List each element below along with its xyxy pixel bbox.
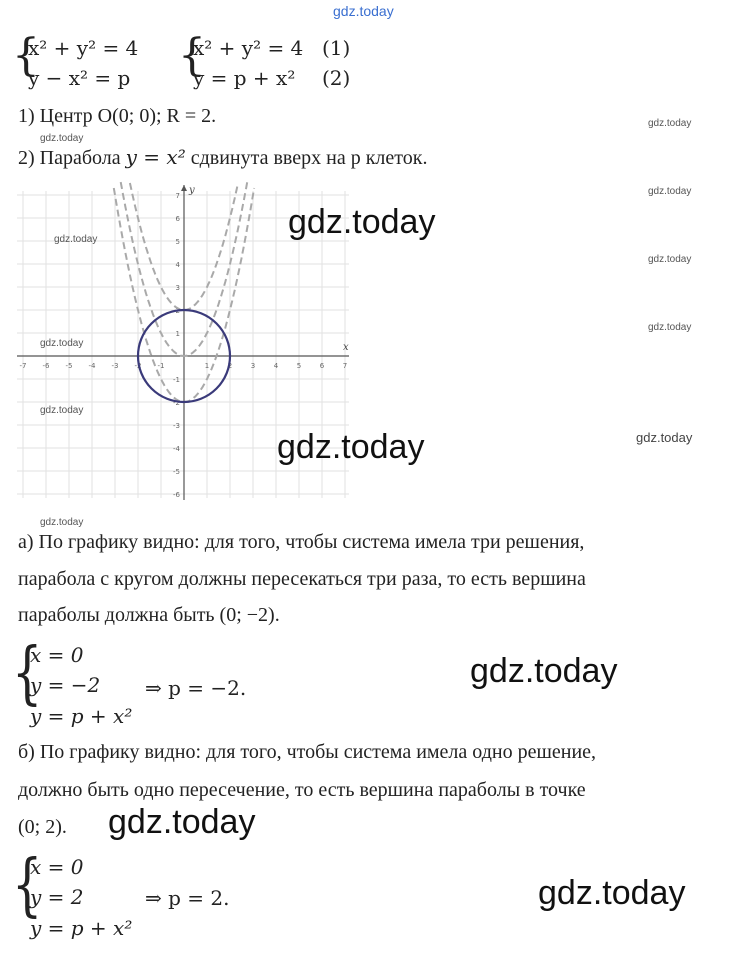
right-brace: {	[178, 30, 206, 81]
x-tick-label: -3	[111, 362, 119, 370]
part-b-line3: (0; 2).	[18, 816, 67, 838]
part-a-eq1: x = 0	[30, 643, 84, 667]
x-tick-label: 4	[273, 362, 279, 370]
x-tick-label: -6	[42, 362, 50, 370]
y-tick-label: 7	[175, 192, 180, 200]
right-eq1: x² + y² = 4	[193, 36, 304, 60]
y-tick-label: 3	[175, 284, 180, 292]
watermark-small: gdz.today	[648, 322, 692, 333]
part-a-line2: парабола с кругом должны пересекаться три раза, то есть вершина	[18, 568, 586, 590]
y-tick-label: -4	[173, 445, 180, 453]
x-tick-label: 1	[204, 362, 210, 370]
watermark-top: gdz.today	[333, 3, 394, 19]
part-b-eq1: x = 0	[30, 855, 84, 879]
watermark-small: gdz.today	[54, 234, 98, 245]
x-tick-label: -4	[88, 362, 96, 370]
eq-tag-1: (1)	[322, 36, 351, 60]
y-tick-label: 4	[175, 261, 180, 269]
y-tick-label: -5	[173, 468, 180, 476]
watermark-small: gdz.today	[648, 254, 692, 265]
step-2-suffix: сдвинута вверх на p клеток.	[190, 147, 428, 169]
part-a-line3: параболы должна быть (0; −2).	[18, 604, 280, 626]
y-tick-label: -6	[173, 491, 180, 499]
y-axis-label: y	[189, 185, 195, 196]
part-b-eq2: y = 2	[30, 885, 84, 909]
y-tick-label: 2	[175, 307, 180, 315]
part-b-eq3: y = p + x²	[30, 916, 133, 940]
watermark-small: gdz.today	[40, 133, 84, 144]
y-axis-arrow	[181, 185, 187, 191]
right-eq2: y = p + x²	[193, 66, 296, 90]
part-a-line1: а) По графику видно: для того, чтобы система имела три решения,	[18, 531, 585, 553]
watermark-small: gdz.today	[40, 517, 84, 528]
watermark-small: gdz.today	[40, 405, 84, 416]
part-a-brace: {	[12, 634, 43, 713]
eq-tag-2: (2)	[322, 66, 351, 90]
watermark-big: gdz.today	[108, 803, 256, 841]
x-tick-label: 7	[342, 362, 348, 370]
watermark-big: gdz.today	[288, 203, 436, 241]
watermark-big: gdz.today	[470, 652, 618, 690]
part-b-line2: должно быть одно пересечение, то есть вершина параболы в точке	[18, 779, 586, 801]
watermark-small: gdz.today	[636, 430, 693, 445]
x-tick-label: 2	[227, 362, 233, 370]
y-tick-label: -3	[173, 422, 180, 430]
y-tick-label: 6	[175, 215, 180, 223]
x-tick-label: -5	[65, 362, 73, 370]
part-a-eq3: y = p + x²	[30, 704, 133, 728]
left-eq2: y − x² = p	[28, 66, 131, 90]
step-2-prefix: 2) Парабола	[18, 147, 121, 169]
part-a-eq2: y = −2	[30, 673, 101, 697]
part-b-brace: {	[12, 846, 43, 925]
y-tick-label: -2	[173, 399, 180, 407]
x-axis-label: x	[343, 342, 349, 353]
step-2-formula: y = x²	[125, 145, 186, 169]
left-eq1: x² + y² = 4	[28, 36, 139, 60]
x-tick-label: -2	[134, 362, 142, 370]
watermark-big: gdz.today	[538, 874, 686, 912]
x-tick-label: 3	[250, 362, 256, 370]
x-tick-label: 5	[296, 362, 302, 370]
watermark-small: gdz.today	[648, 118, 692, 129]
part-b-result: ⇒ p = 2.	[145, 886, 230, 910]
y-tick-label: -1	[173, 376, 180, 384]
y-tick-label: 5	[175, 238, 180, 246]
part-a-result: ⇒ p = −2.	[145, 676, 247, 700]
part-b-line1: б) По графику видно: для того, чтобы система имела одно решение,	[18, 741, 597, 763]
watermark-small: gdz.today	[648, 186, 692, 197]
watermark-big: gdz.today	[277, 428, 425, 466]
x-tick-label: -1	[157, 362, 165, 370]
left-brace: {	[12, 30, 40, 81]
x-tick-label: -7	[19, 362, 27, 370]
x-tick-label: 6	[319, 362, 325, 370]
step-2	[18, 145, 427, 170]
step-1: 1) Центр O(0; 0); R = 2.	[18, 105, 217, 127]
watermark-small: gdz.today	[40, 338, 84, 349]
y-tick-label: 1	[175, 330, 180, 338]
